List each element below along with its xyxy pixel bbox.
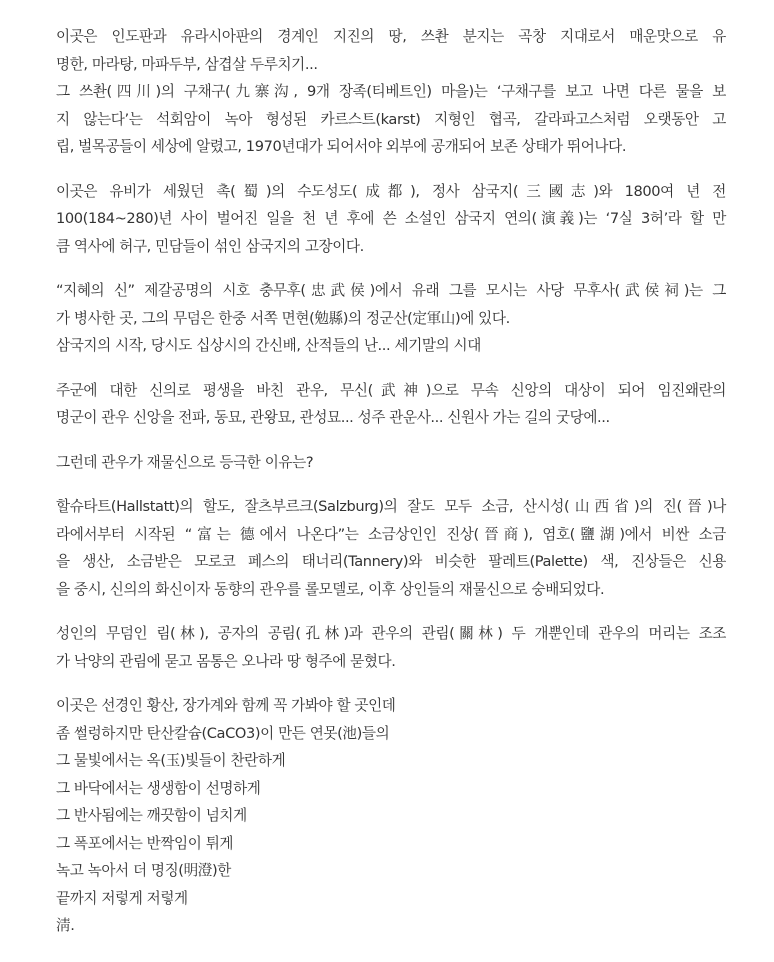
paragraph-sichuan [56, 23, 726, 161]
text-line: 100(184~280)년 사이 벌어진 일을 천 년 후에 쓴 소설인 삼국지 연의(演義)는 ‘7실 3허’라 할 만 [56, 210, 726, 227]
text-line: 그런데 관우가 재물신으로 등극한 이유는? [56, 453, 314, 471]
poem-line: 그 물빛에서는 옥(玉)빛들이 찬란하게 [56, 752, 286, 769]
poem-block [56, 692, 726, 940]
text-line: 라에서부터 시작된 “富는 德에서 나온다”는 소금상인인 진상(晉商), 염호(鹽湖)에서 비싼 소금 [56, 525, 726, 543]
text-line: 주군에 대한 신의로 평생을 바친 관우, 무신(武神)으로 무속 신앙의 대상이 되어 임진왜란의 [56, 381, 726, 399]
text-line: 명군이 관우 신앙을 전파, 동묘, 관왕묘, 관성묘... 성주 관운사... 신원사 가는 길의 굿당에... [56, 409, 610, 426]
text-line: 할슈타트(Hallstatt)의 할도, 잘츠부르크(Salzburg)의 잘도 모두 소금, 산시성(山西省)의 진(晉)나 [56, 498, 726, 515]
text-line: 명한, 마라탕, 마파두부, 삼겹살 두루치기... [56, 55, 318, 73]
text-line: 을 중시, 신의의 화신이자 동향의 관우를 롤모델로, 이후 상인들의 재물신으로 숭배되었다. [56, 580, 605, 598]
poem-line: 그 바닥에서는 생생함이 선명하게 [56, 779, 261, 797]
text-line: 삼국지의 시작, 당시도 십상시의 간신배, 산적들의 난... 세기말의 시대 [56, 337, 481, 354]
poem-line: 그 폭포에서는 반짝임이 튀게 [56, 834, 234, 852]
paragraph-shu-kingdom [56, 178, 726, 261]
text-line: 이곳은 인도판과 유라시아판의 경계인 지진의 땅, 쓰촨 분지는 곡창 지대로서 매운맛으로 유 [56, 28, 726, 45]
text-line: “지혜의 신” 제갈공명의 시호 충무후(忠武侯)에서 유래 그를 모시는 사당 무후사(武侯祠)는 그 [56, 282, 726, 299]
paragraph-guan-yu-faith [56, 377, 726, 432]
text-line: 지 않는다’는 석회암이 녹아 형성된 카르스트(karst) 지형인 협곡, 갈라파고스처럼 오랫동안 고 [56, 110, 726, 128]
poem-line: 끝까지 저렇게 저렇게 [56, 889, 188, 907]
text-line: 이곳은 유비가 세웠던 촉(蜀)의 수도성도(成都), 정사 삼국지(三國志)와 1800여 년 전 [56, 182, 726, 200]
article-body [56, 23, 726, 957]
paragraph-zhuge-liang [56, 277, 726, 360]
text-line: 그 쓰촨(四川)의 구채구(九寨沟, 9개 장족(티베트인) 마을)는 ‘구채구를 보고 나면 다른 물을 보 [56, 83, 726, 100]
poem-line: 녹고 녹아서 더 명징(明澄)한 [56, 862, 231, 879]
text-line: 성인의 무덤인 림(林), 공자의 공림(孔林)과 관우의 관림(關林) 두 개뿐인데 관우의 머리는 조조 [56, 625, 726, 642]
poem-line: 그 반사됨에는 깨끗함이 넘치게 [56, 807, 247, 824]
paragraph-question [56, 449, 726, 477]
text-line: 가 낙양의 관림에 묻고 몸통은 오나라 땅 형주에 묻혔다. [56, 652, 396, 670]
poem-line: 淸. [56, 917, 75, 934]
text-line: 가 병사한 곳, 그의 무덤은 한중 서쪽 면현(勉縣)의 정군산(定軍山)에 있다. [56, 309, 510, 327]
poem-line: 이곳은 선경인 황산, 장가계와 함께 꼭 가봐야 할 곳인데 [56, 697, 396, 714]
poem-line: 좀 썰렁하지만 탄산칼슘(CaCO3)이 만든 연못(池)들의 [56, 724, 390, 742]
paragraph-salt-merchants [56, 493, 726, 603]
text-line: 큼 역사에 허구, 민담들이 섞인 삼국지의 고장이다. [56, 237, 364, 255]
paragraph-tombs [56, 620, 726, 675]
text-line: 립, 벌목공들이 세상에 알렸고, 1970년대가 되어서야 외부에 공개되어 보존 상태가 뛰어나다. [56, 138, 627, 155]
text-line: 을 생산, 소금받은 모로코 페스의 태너리(Tannery)와 비슷한 팔레트(Palette) 색, 진상들은 신용 [56, 553, 726, 570]
